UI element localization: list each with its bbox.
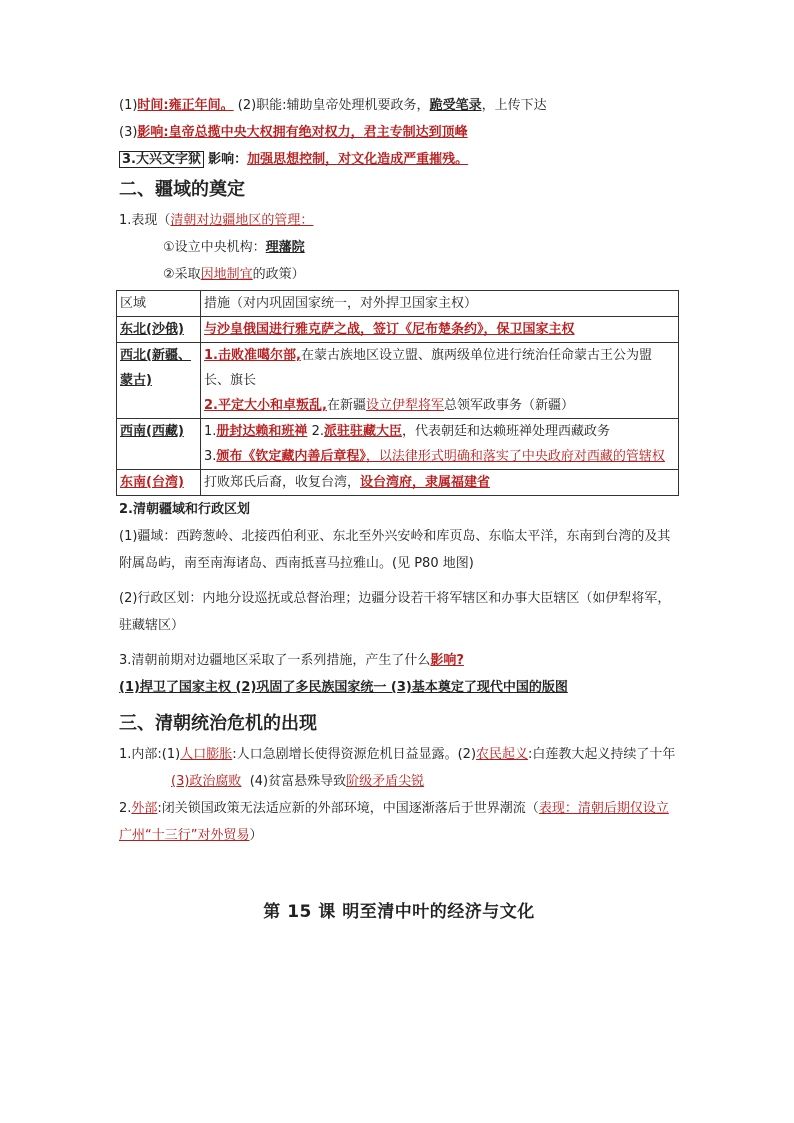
highlight: 派驻驻藏大臣 [323, 424, 402, 439]
highlight: 与沙皇俄国进行雅克萨之战，签订《尼布楚条约》，保卫国家主权 [204, 322, 575, 337]
table-row [117, 419, 679, 470]
measure-cell [201, 343, 679, 419]
table-header-cell: 区域 [117, 291, 201, 317]
text: :白莲教大起义持续了十年 [528, 747, 676, 762]
text: :闭关锁国政策无法适应新的外部环境，中国逐渐落后于世界潮流（ [157, 801, 539, 816]
line-policy [119, 261, 679, 288]
lesson-title: 第 15 课 明至清中叶的经济与文化 [263, 902, 535, 922]
measure-cell [201, 419, 679, 470]
highlight: 设立伊犁将军 [365, 398, 444, 413]
highlight: 外部 [131, 801, 158, 816]
highlight: 颁布《钦定藏内善后章程》 [216, 449, 366, 464]
highlight: 影响? [430, 653, 464, 668]
paragraph-territory: (1)疆域：西跨葱岭、北接西伯利亚、东北至外兴安岭和库页岛、东临太平洋，东南到台湾的及其附属岛屿，南至南海诸岛、西南抵喜马拉雅山。(见 P80 地图) [119, 529, 671, 571]
line-junjichu-2 [119, 119, 679, 146]
answer-line: (1)捍卫了国家主权 (2)巩固了多民族国家统一 (3)基本奠定了现代中国的版图 [119, 680, 568, 695]
highlight: 理藩院 [265, 240, 305, 255]
highlight: 册封达赖和班禅 [216, 424, 308, 439]
text: (4)贫富悬殊导致 [249, 774, 347, 789]
question-line [119, 647, 679, 674]
highlight: 跪受笔录 [429, 98, 482, 113]
text: 的政策） [252, 267, 305, 282]
text: 3.清朝前期对边疆地区采取了一系列措施，产生了什么 [119, 653, 431, 668]
text: (2)职能:辅助皇帝处理机要政务， [237, 98, 430, 113]
text: :人口急剧增长使得资源危机日益显露。(2) [232, 747, 477, 762]
highlight: 清朝对边疆地区的管理： [170, 213, 314, 228]
text: 打败郑氏后裔，收复台湾， [204, 475, 361, 490]
impact-highlight: 加强思想控制，对文化造成严重摧残。 [247, 152, 469, 167]
highlight: (3)政治腐败 [171, 774, 242, 789]
highlight: ，以法律形式明确和落实了中央政府对西藏的管辖权 [365, 449, 665, 464]
text: 2. [311, 424, 324, 439]
table-row [117, 291, 679, 317]
line-junjichu-1 [119, 92, 679, 119]
line-wenziyu [119, 146, 679, 173]
text: ，上传下达 [481, 98, 547, 113]
table-row [117, 470, 679, 496]
subsection-title: 2.清朝疆域和行政区划 [119, 502, 250, 517]
section-heading-territory: 二、疆域的奠定 [119, 179, 245, 200]
region-cell: 西北(新疆、蒙古) [117, 343, 201, 419]
text: ①设立中央机构： [163, 240, 266, 255]
highlight: 表现：清朝后期仅设立广州“十三行”对外贸易 [119, 801, 669, 843]
text: (1) [119, 98, 138, 113]
table-header-cell: 措施（对内巩固国家统一，对外捍卫国家主权） [201, 291, 679, 317]
line-performance [119, 207, 679, 234]
region-cell: 西南(西藏) [117, 419, 201, 470]
text: ，代表朝廷和达赖班禅处理西藏政务 [401, 424, 610, 439]
text: 1.表现（ [119, 213, 171, 228]
text: ②采取 [163, 267, 201, 282]
text: 在蒙古族地区设立盟、旗两级单位进行统治任命蒙古王公为盟长、旗长 [204, 348, 652, 388]
highlight: 农民起义 [476, 747, 529, 762]
text: 2. [119, 801, 132, 816]
boxed-term: 3.大兴文字狱 [119, 151, 204, 168]
highlight: 因地制宜 [200, 267, 253, 282]
table-row [117, 343, 679, 419]
text: 总领军政事务（新疆） [443, 398, 574, 413]
text: 在新疆 [326, 398, 366, 413]
highlight: 阶级矛盾尖锐 [346, 774, 425, 789]
highlight: 2.平定大小和卓叛乱, [204, 398, 327, 413]
text: 1. [204, 424, 217, 439]
highlight: 设台湾府，隶属福建省 [360, 475, 491, 490]
text: ） [249, 828, 263, 843]
text: 影响： [208, 152, 248, 167]
text: 1.内部:(1) [119, 747, 181, 762]
paragraph-internal [119, 741, 679, 768]
text: 3. [204, 449, 217, 464]
frontier-measures-table [116, 290, 679, 496]
time-highlight: 时间:雍正年间。 [137, 98, 234, 113]
region-cell: 东北(沙俄) [117, 317, 201, 343]
measure-cell [201, 317, 679, 343]
highlight: 1.击败准噶尔部, [204, 348, 301, 363]
measure-cell [201, 470, 679, 496]
paragraph-admin: (2)行政区划：内地分设巡抚或总督治理；边疆分设若干将军辖区和办事大臣辖区（如伊犁将军，驻藏辖区） [119, 591, 671, 633]
impact-highlight: 影响:皇帝总揽中央大权拥有绝对权力，君主专制达到顶峰 [137, 125, 468, 140]
region-cell: 东南(台湾) [117, 470, 201, 496]
document-page [119, 92, 679, 922]
paragraph-external [119, 795, 679, 849]
table-row [117, 317, 679, 343]
highlight: 人口膨胀 [180, 747, 233, 762]
line-lifanyuan [119, 234, 679, 261]
text: (3) [119, 125, 138, 140]
line-corruption [119, 768, 679, 795]
section-heading-crisis: 三、清朝统治危机的出现 [119, 713, 317, 734]
